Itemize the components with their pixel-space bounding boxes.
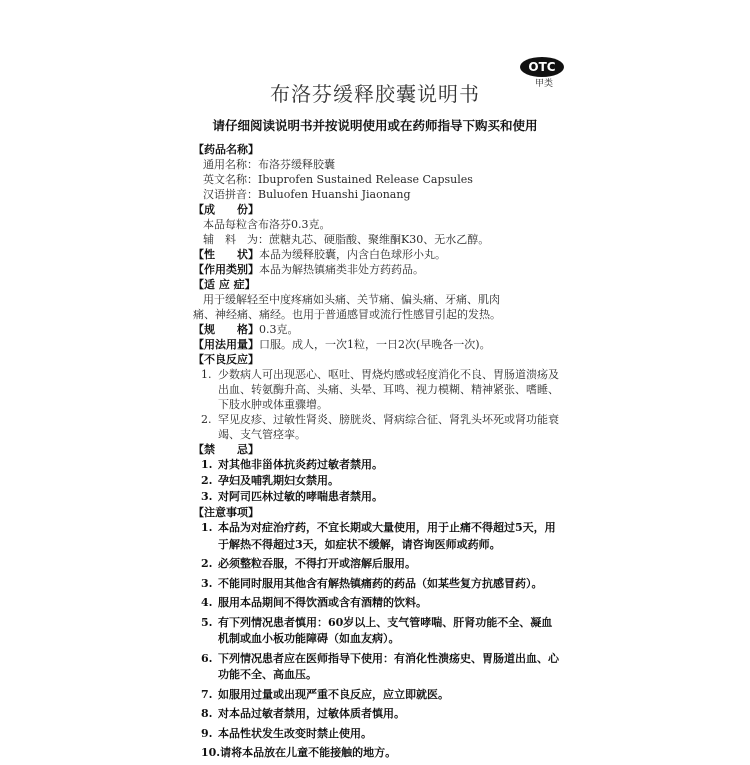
caution-item <box>193 706 563 723</box>
pinyin-value: Buluofen Huanshi Jiaonang <box>258 188 411 201</box>
drug-name-header: 【药品名称】 <box>193 143 259 156</box>
item-number: 2. <box>201 413 212 426</box>
indications-line-1: 用于缓解轻至中度疼痛如头痛、关节痛、偏头痛、牙痛、肌肉 <box>203 293 500 306</box>
item-text: 不能同时服用其他含有解热镇痛药的药品（如某些复方抗感冒药）。 <box>218 576 543 590</box>
composition-line: 本品每粒含布洛芬0.3克。 <box>203 218 331 231</box>
category-text: 本品为解热镇痛类非处方药药品。 <box>259 263 424 276</box>
item-number: 5. <box>201 615 213 629</box>
item-number: 8. <box>201 707 213 720</box>
indications-line-2: 痛、神经痛、痛经。也用于普通感冒或流行性感冒引起的发热。 <box>193 308 501 321</box>
item-number: 2. <box>201 474 213 487</box>
item-number: 1. <box>201 521 213 534</box>
english-name-label: 英文名称： <box>203 173 258 186</box>
generic-name-label: 通用名称： <box>203 158 258 171</box>
caution-item <box>193 687 563 704</box>
contraindication-item <box>193 457 563 473</box>
item-text: 罕见皮疹、过敏性肾炎、膀胱炎、肾病综合征、肾乳头坏死或肾功能衰竭、支气管痉挛。 <box>218 413 559 441</box>
contraindications-section <box>193 442 563 505</box>
caution-item <box>193 556 563 573</box>
otc-class-label: 甲类 <box>535 79 554 89</box>
caution-item <box>193 745 563 762</box>
item-text: 本品为对症治疗药，不宜长期或大量使用，用于止痛不得超过5天，用于解热不得超过3天，如症状不缓解，请咨询医师或药师。 <box>218 521 556 551</box>
properties-text: 本品为缓释胶囊，内含白色球形小丸。 <box>259 248 446 261</box>
adverse-header: 【不良反应】 <box>193 353 259 366</box>
cautions-section <box>193 505 563 762</box>
category-row <box>193 262 563 277</box>
item-text: 服用本品期间不得饮酒或含有酒精的饮料。 <box>218 596 427 609</box>
item-number: 1. <box>201 458 213 471</box>
contraindication-item <box>193 489 563 505</box>
item-text: 请将本品放在儿童不能接触的地方。 <box>220 746 397 759</box>
dosage-row <box>193 337 563 352</box>
item-number: 4. <box>201 596 213 609</box>
item-number: 9. <box>201 726 213 740</box>
item-text: 对其他非甾体抗炎药过敏者禁用。 <box>218 458 383 471</box>
spec-row <box>193 322 563 337</box>
english-name-row <box>193 172 563 187</box>
caution-item <box>193 520 563 553</box>
excipient-value: 蔗糖丸芯、硬脂酸、聚维酮K30、无水乙醇。 <box>269 233 490 246</box>
item-number: 1. <box>201 368 212 381</box>
item-number: 3. <box>201 576 213 590</box>
excipient-label: 辅 料 为： <box>203 233 269 246</box>
contraindications-header: 【禁 忌】 <box>193 443 259 456</box>
excipient-row <box>193 232 563 247</box>
dosage-text: 口服。成人，一次1粒，一日2次(早晚各一次)。 <box>259 338 491 351</box>
item-text: 对本品过敏者禁用，过敏体质者慎用。 <box>218 707 405 720</box>
document-title: 布洛芬缓释胶囊说明书 <box>270 82 480 106</box>
category-header: 【作用类别】 <box>193 263 259 276</box>
item-text: 孕妇及哺乳期妇女禁用。 <box>218 474 339 487</box>
dosage-header: 【用法用量】 <box>193 338 259 351</box>
english-name-value: Ibuprofen Sustained Release Capsules <box>258 173 473 186</box>
item-text: 如服用过量或出现严重不良反应，应立即就医。 <box>218 687 449 701</box>
properties-header: 【性 状】 <box>193 248 259 261</box>
otc-badge <box>520 57 564 77</box>
otc-label: OTC <box>528 60 556 74</box>
item-number: 3. <box>201 490 213 503</box>
spec-text: 0.3克。 <box>259 323 299 336</box>
usage-notice: 请仔细阅读说明书并按说明使用或在药师指导下购买和使用 <box>212 118 538 133</box>
indications-header: 【适 应 症】 <box>193 278 256 291</box>
item-text: 本品性状发生改变时禁止使用。 <box>218 726 372 740</box>
caution-item <box>193 615 563 648</box>
pinyin-row <box>193 187 563 202</box>
composition-header: 【成 份】 <box>193 203 259 216</box>
item-text: 下列情况患者应在医师指导下使用：有消化性溃疡史、胃肠道出血、心功能不全、高血压。 <box>218 651 559 681</box>
generic-name-value: 布洛芬缓释胶囊 <box>258 158 335 171</box>
leaflet-content <box>193 142 563 765</box>
item-text: 有下列情况患者慎用：60岁以上、支气管哮喘、肝肾功能不全、凝血机制或血小板功能障碍（如血友病）。 <box>218 615 553 645</box>
item-text: 对阿司匹林过敏的哮喘患者禁用。 <box>218 490 383 503</box>
caution-item <box>193 595 563 612</box>
item-text: 少数病人可出现恶心、呕吐、胃烧灼感或轻度消化不良、胃肠道溃疡及出血、转氨酶升高、头痛、头晕、耳鸣、视力模糊、精神紧张、嗜睡、下肢水肿或体重骤增。 <box>218 368 559 411</box>
caution-item <box>193 651 563 684</box>
cautions-header: 【注意事项】 <box>193 506 259 519</box>
adverse-item <box>193 412 563 442</box>
properties-row <box>193 247 563 262</box>
contraindication-item <box>193 473 563 489</box>
spec-header: 【规 格】 <box>193 323 259 336</box>
pinyin-label: 汉语拼音： <box>203 188 258 201</box>
item-number: 7. <box>201 687 213 701</box>
caution-item <box>193 726 563 743</box>
item-number: 10. <box>201 746 221 759</box>
item-number: 6. <box>201 651 213 665</box>
adverse-item <box>193 367 563 412</box>
item-text: 必须整粒吞服，不得打开或溶解后服用。 <box>218 557 416 570</box>
generic-name-row <box>193 157 563 172</box>
caution-item <box>193 576 563 593</box>
item-number: 2. <box>201 557 213 570</box>
